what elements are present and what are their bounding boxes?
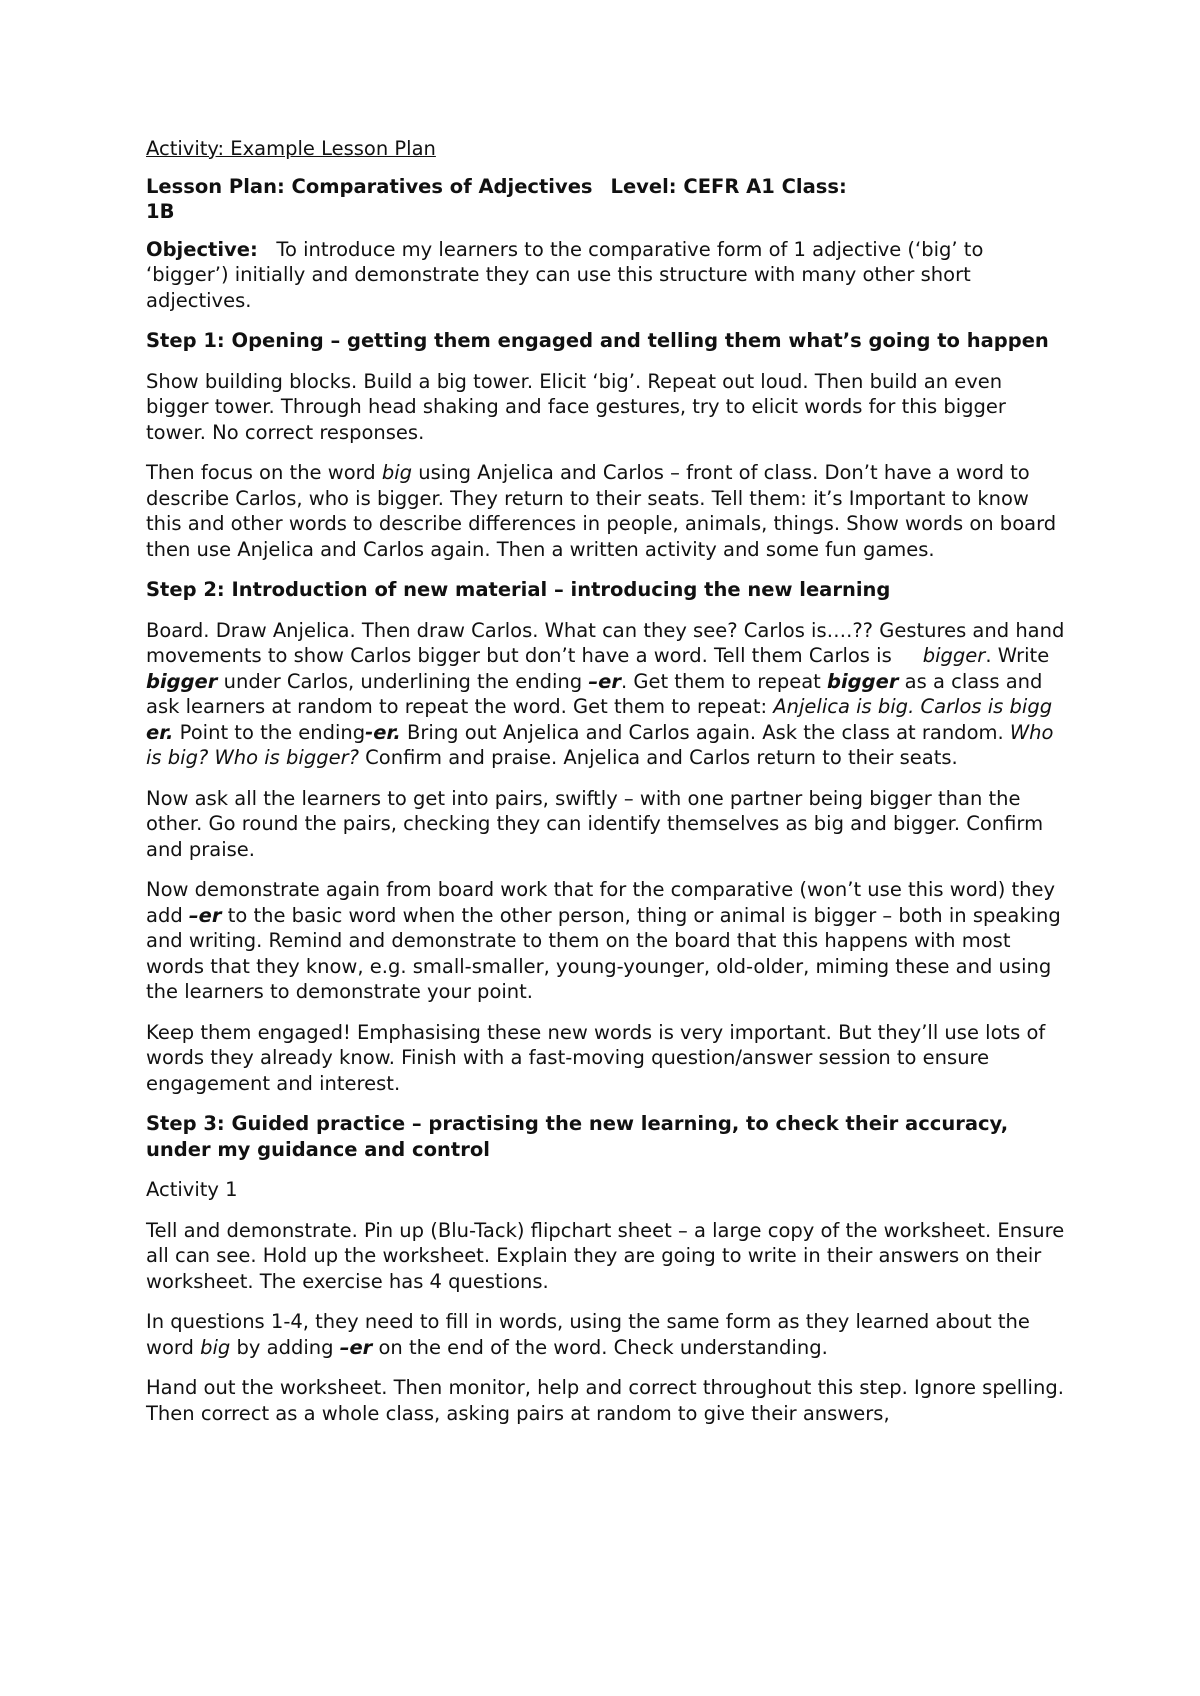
text-run-bold-italic: –er (339, 1335, 373, 1359)
document-title: Activity: Example Lesson Plan (146, 137, 436, 160)
text-run: by adding (230, 1335, 340, 1359)
text-run: . Get them to repeat (620, 669, 828, 693)
objective-paragraph (146, 237, 1066, 314)
text-run: Bring out Anjelica and Carlos again. Ask the class at random. (400, 720, 1010, 744)
step2-heading: Step 2: Introduction of new material – introducing the new learning (146, 578, 891, 601)
activity-label: Activity 1 (146, 1178, 238, 1201)
step2-paragraph-4: Keep them engaged! Emphasising these new words is very important. But they’ll use lots of words they already know. Finish with a fast-moving question/answer session to ensure engagement and interest. (146, 1020, 1046, 1095)
text-run-bold-italic: –er (588, 669, 621, 693)
text-run: In questions 1-4, they need to fill in words, using the same form as they learned about the word (146, 1310, 1030, 1359)
text-run-bold-italic: er. (146, 720, 174, 744)
step2-paragraph-1 (146, 618, 1071, 771)
text-run-bold-italic: -er. (365, 720, 401, 744)
text-run: Now demonstrate again from board work that for the comparative (won’t use this word) they add (146, 878, 1056, 927)
text-run: using Anjelica and Carlos – front of class. Don’t have a word to describe Carlos, who is bigger. They return to their seats. Tell them: it’s Important to know this and other words to describe differences in people, animals, things. Show words on board then use Anjelica and Carlos again. Then a written activity and some fun games. (146, 461, 1057, 561)
step1-paragraph-1: Show building blocks. Build a big tower. Elicit ‘big’. Repeat out loud. Then build an even bigger tower. Through head shaking and face gestures, try to elicit words for this bigger tower. No correct responses. (146, 369, 1006, 444)
step2-paragraph-2: Now ask all the learners to get into pairs, swiftly – with one partner being bigger than the other. Go round the pairs, checking they can identify themselves as big and bigger. Confirm and praise. (146, 786, 1044, 861)
level-class-label: Level: CEFR A1 Class: (610, 174, 847, 198)
text-run: to the basic word when the other person, thing or animal is bigger – both in speaking and writing. Remind and demonstrate to them on the board that this happens with most words that they know, e.g. small-smaller, young-younger, old-older, miming these and using the learners to demonstrate your point. (146, 903, 1061, 1003)
lesson-plan-label: Lesson Plan: Comparatives of Adjectives (146, 174, 593, 198)
objective-label: Objective: (146, 237, 258, 261)
lesson-plan-line (146, 174, 1066, 225)
text-run-italic: bigger (922, 644, 986, 667)
text-run-bold-italic: bigger (146, 669, 218, 693)
class-value: 1B (146, 200, 175, 223)
step2-paragraph-3 (146, 877, 1066, 1005)
text-run: under Carlos, underlining the ending (217, 669, 589, 693)
text-run-italic: big (381, 461, 413, 484)
text-run-italic: Who is big? Who is bigger? (146, 720, 1054, 769)
text-run: . Write (985, 644, 1050, 667)
step1-heading: Step 1: Opening – getting them engaged and telling them what’s going to happen (146, 329, 1049, 352)
text-run-italic: Anjelica is big. Carlos is bigg (773, 695, 1053, 718)
step3-paragraph-3: Hand out the worksheet. Then monitor, help and correct throughout this step. Ignore spelling. Then correct as a whole class, asking pairs at random to give their answers, (146, 1376, 1064, 1425)
text-run: Point to the ending (173, 720, 366, 744)
text-run-bold-italic: bigger (827, 669, 899, 693)
step3-paragraph-2 (146, 1309, 1066, 1360)
text-run-bold-italic: –er (188, 903, 222, 927)
text-run: Board. Draw Anjelica. Then draw Carlos. What can they see? Carlos is….?? Gestures and hand movements to show Carlos bigger but don’t have a word. Tell them Carlos is (146, 618, 1071, 667)
document-page (146, 136, 1071, 1441)
step3-paragraph-1: Tell and demonstrate. Pin up (Blu-Tack) flipchart sheet – a large copy of the worksheet. Ensure all can see. Hold up the worksheet. Explain they are going to write in their answers on their worksheet. The exercise has 4 questions. (146, 1218, 1065, 1293)
objective-text: To introduce my learners to the comparative form of 1 adjective (‘big’ to ‘bigger’) initially and demonstrate they can use this structure with many other short adjectives. (146, 237, 984, 312)
text-run: Then focus on the word (146, 461, 382, 484)
step3-heading: Step 3: Guided practice – practising the new learning, to check their accuracy, under my guidance and control (146, 1112, 1009, 1161)
text-run: as a class and ask learners at random to repeat the word. Get them to repeat: (146, 669, 1043, 718)
text-run-italic: big (200, 1335, 231, 1359)
text-run: on the end of the word. Check understanding. (372, 1335, 828, 1359)
step1-paragraph-2 (146, 460, 1066, 562)
text-run: Confirm and praise. Anjelica and Carlos return to their seats. (358, 746, 958, 769)
